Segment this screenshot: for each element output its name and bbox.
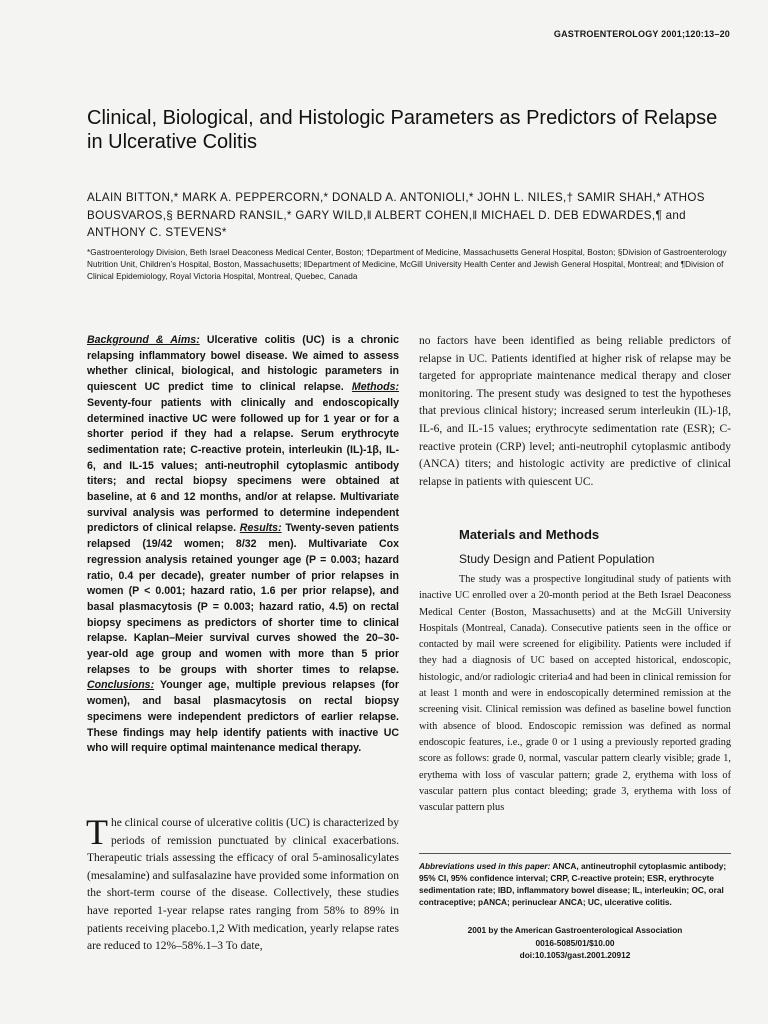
article-title: Clinical, Biological, and Histologic Parameters as Predictors of Relapse in Ulcerative Colitis	[87, 107, 718, 153]
footnote-divider	[419, 853, 731, 854]
abstract-results-text: Twenty-seven patients relapsed (19/42 women; 8/32 men). Multivariate Cox regression analysis retained younger age (P = 0.003; hazard ratio, 0.4 per decade), greater number of prior relapses in women (P < 0.001; hazard ratio, 1.6 per prior relapse), and basal plasmacytosis (P = 0.003; hazard ratio, 4.5) on rectal biopsy specimens as predictors of shorter time to clinical relapse. Kaplan–Meier survival curves showed the 20–30-year-old age group and women with more than 5 prior relapses to be groups with shorter times to relapse.	[87, 522, 399, 676]
introduction-text: he clinical course of ulcerative colitis (UC) is characterized by periods of remission punctuated by clinical exacerbations. Therapeutic trials assessing the efficacy of oral 5-aminosalicylates (mesalamine) and sulfasalazine have provided some information on the short-term course of the disease. Collectively, these studies have reported 1-year relapse rates ranging from 58% to 89% in patients receiving placebo.1,2 With medication, yearly relapse rates are reduced to 12%–58%.1–3 To date,	[87, 817, 399, 953]
abstract-methods-label: Methods:	[351, 381, 399, 394]
abstract-results-label: Results:	[239, 522, 282, 535]
abbreviations-text: ANCA, antineutrophil cytoplasmic antibody; 95% CI, 95% confidence interval; CRP, C-reactive protein; ESR, erythrocyte sedimentation rate; IBD, inflammatory bowel disease; IL, interleukin; OC, oral contraceptive; pANCA; perinuclear ANCA; UC, ulcerative colitis.	[419, 861, 727, 907]
abbreviations-label: Abbreviations used in this paper:	[419, 861, 551, 871]
doi-line: doi:10.1053/gast.2001.20912	[519, 950, 631, 960]
copyright-block	[419, 924, 731, 962]
introduction-paragraph	[86, 812, 399, 956]
abstract-conclusions-text: Younger age, multiple previous relapses (for women), and basal plasmacytosis on rectal biopsy specimens were independent predictors of earlier relapse. These findings may help identify patients with inactive UC who will require optimal maintenance medical therapy.	[87, 679, 399, 755]
abstract-methods-text: Seventy-four patients with clinically and endoscopically determined inactive UC were followed up for 1 year or for a shorter period if they had a relapse. Serum erythrocyte sedimentation rate; C-reactive protein, interleukin (IL)-1β, IL-6, and IL-15 values; anti-neutrophil cytoplasmic antibody titers; and rectal biopsy specimens were obtained at baseline, at 6 and 12 months, and/or at relapse. Multivariate survival analysis was performed to determine independent predictors of clinical relapse.	[87, 396, 399, 535]
subsection-heading: Study Design and Patient Population	[459, 552, 655, 566]
section-heading: Materials and Methods	[459, 527, 600, 542]
copyright-line: 2001 by the American Gastroenterological Association	[467, 925, 683, 935]
methods-paragraph: The study was a prospective longitudinal study of patients with inactive UC enrolled over a 20-month period at the Beth Israel Deaconess Medical Center (Boston, Massachusetts) and at the McGill University Hospitals (Montreal, Canada). Consecutive patients seen in the office or contacted by mail were screened for eligibility. Patients were included if they had a diagnosis of UC based on accepted historical, endoscopic, histologic, and/or radiologic criteria4 and had been in clinical remission for at least 1 month and were in endoscopically determined remission at the screening visit. Clinical remission was defined as baseline bowel function with absence of blood. Endoscopic remission was defined as normal endoscopic features, i.e., grade 0 or 1 using a previously reported grading score as follows: grade 0, normal, vascular pattern clearly visible; grade 1, erythema with loss of vascular pattern; grade 2, erythema with loss of vascular pattern plus contact bleeding; grade 3, erythema with loss of vascular pattern plus	[419, 574, 731, 814]
drop-cap: T	[86, 812, 108, 852]
journal-reference: GASTROENTEROLOGY 2001;120:13–20	[553, 29, 730, 39]
affiliations: *Gastroenterology Division, Beth Israel Deaconess Medical Center, Boston; †Department of Medicine, Massachusetts General Hospital, Boston; §Division of Gastroenterology Nutrition Unit, Children’s Hospital, Boston, Massachusetts; ‖Department of Medicine, McGill University Health Center and Jewish General Hospital, Montreal; and ¶Division of Clinical Epidemiology, Royal Victoria Hospital, Montreal, Quebec, Canada	[87, 248, 727, 282]
abstract-conclusions-label: Conclusions:	[87, 679, 155, 692]
abstract-background-text: Ulcerative colitis (UC) is a chronic relapsing inflammatory bowel disease. We aimed to assess whether clinical, biological, and histologic parameters in quiescent UC predict time to clinical relapse.	[87, 334, 399, 394]
abstract-text	[87, 333, 399, 757]
issn-line: 0016-5085/01/$10.00	[535, 937, 615, 948]
abstract-background-label: Background & Aims:	[87, 334, 200, 346]
abstract	[87, 333, 399, 757]
introduction-continued: no factors have been identified as being reliable predictors of relapse in UC. Patients identified at higher risk of relapse may be targeted for appropriate maintenance medical therapy and closer monitoring. The present study was designed to test the hypotheses that previous clinical history; increased serum interleukin (IL)-1β, IL-6, and IL-15 values; erythrocyte sedimentation rate (ESR); C-reactive protein (CRP) level; anti-neutrophil cytoplasmic antibody (ANCA) titers; and histologic activity are predictive of clinical relapse in patients with quiescent UC.	[419, 335, 731, 488]
author-list: ALAIN BITTON,* MARK A. PEPPERCORN,* DONALD A. ANTONIOLI,* JOHN L. NILES,† SAMIR SHAH,* ATHOS BOUSVAROS,§ BERNARD RANSIL,* GARY WILD,‖ ALBERT COHEN,‖ MICHAEL D. DEB EDWARDES,¶ and ANTHONY C. STEVENS*	[87, 191, 705, 239]
abbreviations-footnote	[419, 860, 731, 908]
